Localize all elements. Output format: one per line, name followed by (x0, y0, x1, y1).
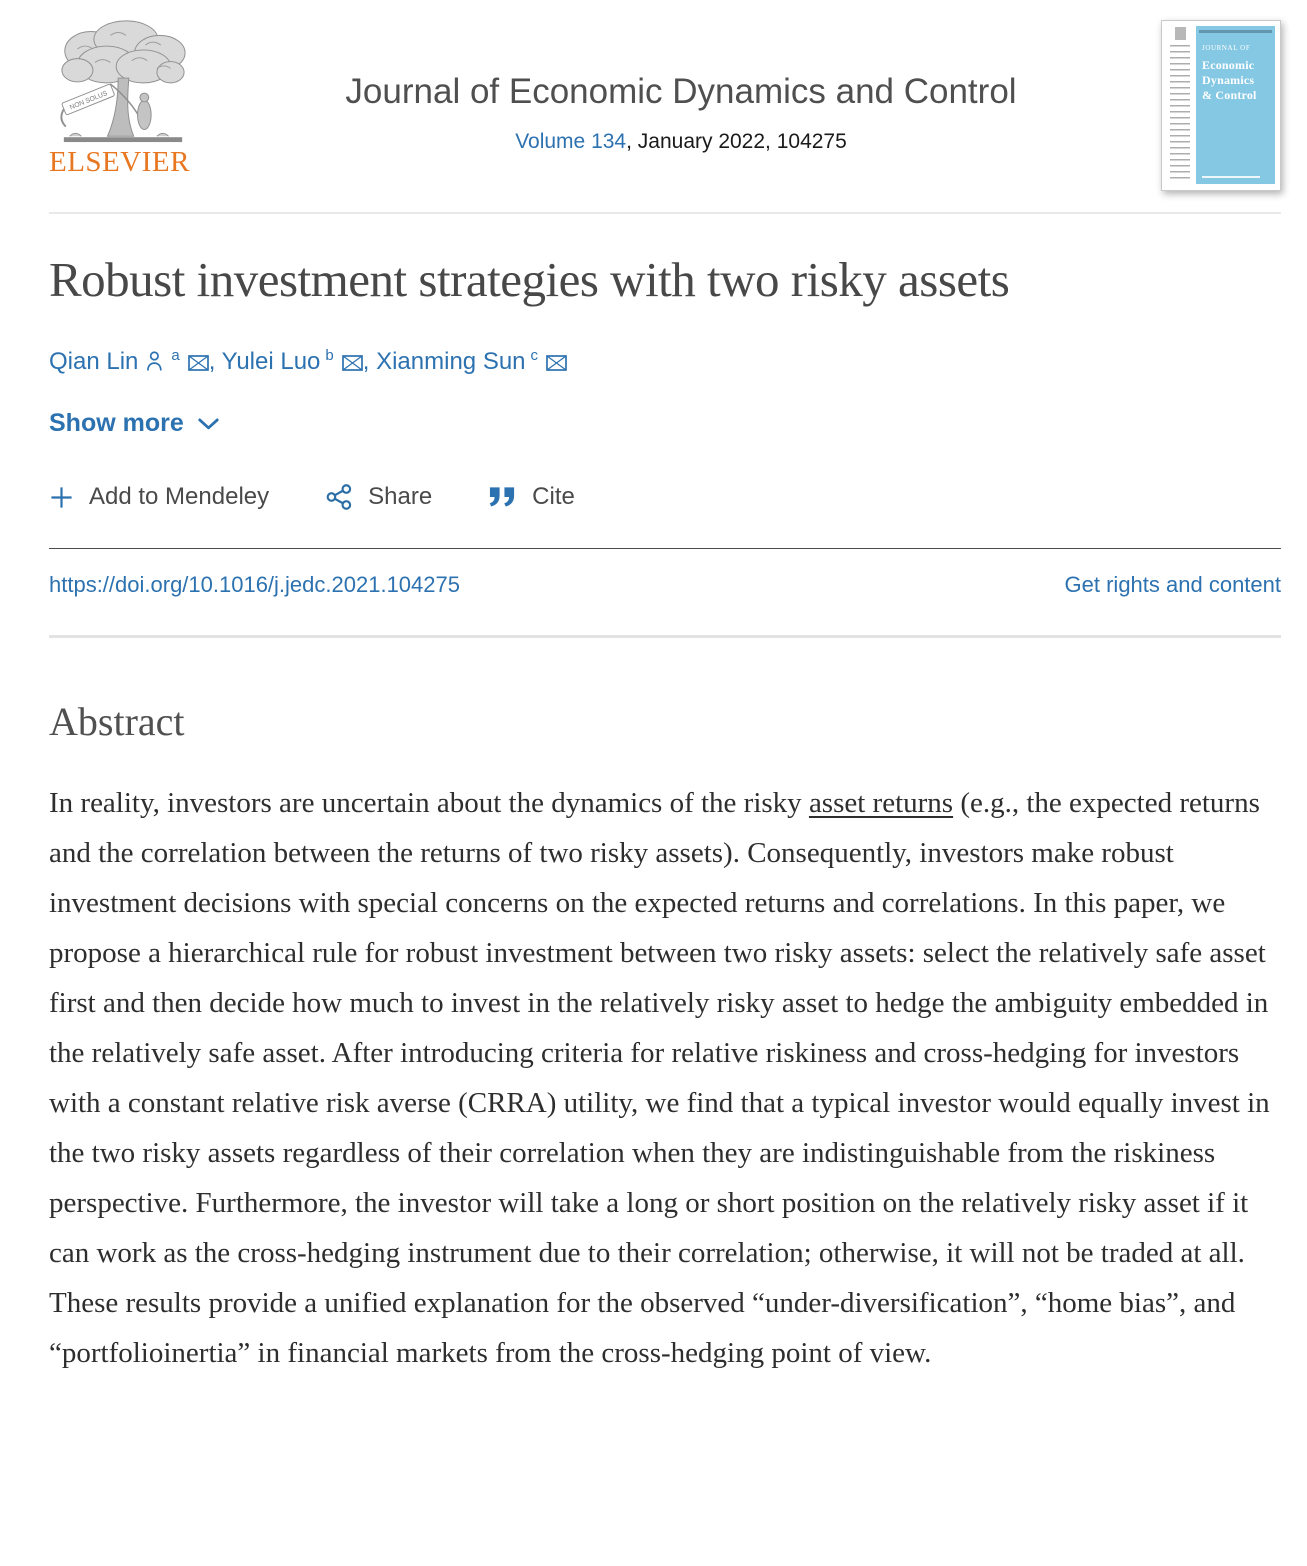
issue-info: , January 2022, 104275 (626, 130, 847, 153)
abstract-heading: Abstract (49, 699, 185, 744)
doi-divider (49, 635, 1281, 638)
abstract-paragraph (49, 778, 1281, 1378)
show-more-label: Show more (49, 409, 184, 437)
cite-label: Cite (532, 483, 575, 510)
doi-row (49, 572, 1281, 598)
non-solus-banner-text: NON SOLUS (68, 90, 109, 112)
cite-button[interactable] (488, 483, 575, 511)
cover-top-strip (1199, 30, 1272, 33)
author-separator: , (362, 348, 377, 375)
add-to-mendeley-button[interactable] (49, 483, 269, 511)
author-name: Qian Lin (49, 348, 139, 375)
elsevier-logo[interactable] (49, 16, 201, 179)
actions-divider (49, 548, 1281, 549)
cover-title-line: Dynamics (1202, 73, 1255, 87)
journal-cover-thumbnail[interactable] (1161, 20, 1281, 191)
author-xianming-sun[interactable] (376, 348, 567, 375)
author-name: Yulei Luo (221, 348, 321, 375)
email-icon[interactable] (546, 355, 567, 371)
share-button[interactable] (325, 483, 432, 511)
author-separator: , (208, 348, 222, 375)
author-affiliation-mark: c (530, 347, 539, 364)
author-affiliation-mark: a (171, 347, 180, 364)
article-title: Robust investment strategies with two risky assets (49, 252, 1010, 307)
author-yulei-luo[interactable] (222, 348, 363, 375)
abstract-text: In reality, investors are uncertain about the dynamics of the risky (49, 787, 809, 820)
email-icon[interactable] (188, 355, 209, 371)
chevron-down-icon (198, 418, 219, 430)
person-icon (146, 351, 165, 372)
get-rights-link[interactable]: Get rights and content (1064, 572, 1281, 597)
cover-toc-lines (1170, 45, 1190, 182)
share-label: Share (368, 483, 433, 510)
cover-footer-strip (1202, 176, 1260, 179)
add-to-mendeley-label: Add to Mendeley (89, 483, 270, 510)
author-affiliation-mark: b (325, 347, 334, 364)
cite-quote-icon (488, 486, 517, 508)
cover-mini-logo-icon (1175, 27, 1186, 40)
asset-returns-topic-link[interactable]: asset returns (808, 787, 954, 820)
author-list (49, 348, 1281, 376)
cover-left-column (1168, 26, 1193, 184)
plus-icon (49, 485, 74, 510)
abstract-text: (e.g., the expected returns and the correlation between the returns of two risky assets). Consequently, investors make robust investment decisions with special concerns on the expected returns and correlations. In this paper, we propose a hierarchical rule for robust investment between two risky assets: select the relatively safe asset first and then decide how much to invest in the relatively risky asset to hedge the ambiguity embedded in the relatively safe asset. After introducing criteria for relative riskiness and cross-hedging for investors with a constant relative risk averse (CRRA) utility, we find that a typical investor would equally invest in the two risky assets regardless of their correlation when they are indistinguishable from the riskiness perspective. Furthermore, the investor will take a long or short position on the relatively risky asset if it can work as the cross-hedging instrument due to their correlation; otherwise, it will not be traded at all. These results provide a unified explanation for the observed “under-diversification”, “home bias”, and “portfolioinertia” in financial markets from the cross-hedging point of view. (49, 787, 1270, 1370)
volume-issue-line (201, 130, 1161, 154)
volume-link[interactable]: Volume 134 (515, 130, 627, 153)
journal-header (49, 0, 1281, 198)
journal-header-center (201, 16, 1161, 154)
elsevier-tree-icon (49, 16, 197, 144)
header-divider (49, 212, 1281, 214)
cover-title-line: & Control (1202, 88, 1257, 102)
cover-title-line: Economic (1202, 58, 1255, 72)
share-icon (325, 483, 353, 511)
elsevier-wordmark: ELSEVIER (49, 146, 190, 178)
author-name: Xianming Sun (376, 348, 526, 375)
action-bar (49, 483, 1281, 511)
show-more-button[interactable] (49, 409, 219, 438)
email-icon[interactable] (342, 355, 363, 371)
doi-link[interactable]: https://doi.org/10.1016/j.jedc.2021.104275 (49, 572, 460, 597)
cover-title-line: JOURNAL OF (1202, 44, 1251, 52)
cover-title-panel (1196, 26, 1275, 184)
journal-title-link[interactable]: Journal of Economic Dynamics and Control (345, 72, 1017, 111)
author-qian-lin[interactable] (49, 348, 209, 375)
